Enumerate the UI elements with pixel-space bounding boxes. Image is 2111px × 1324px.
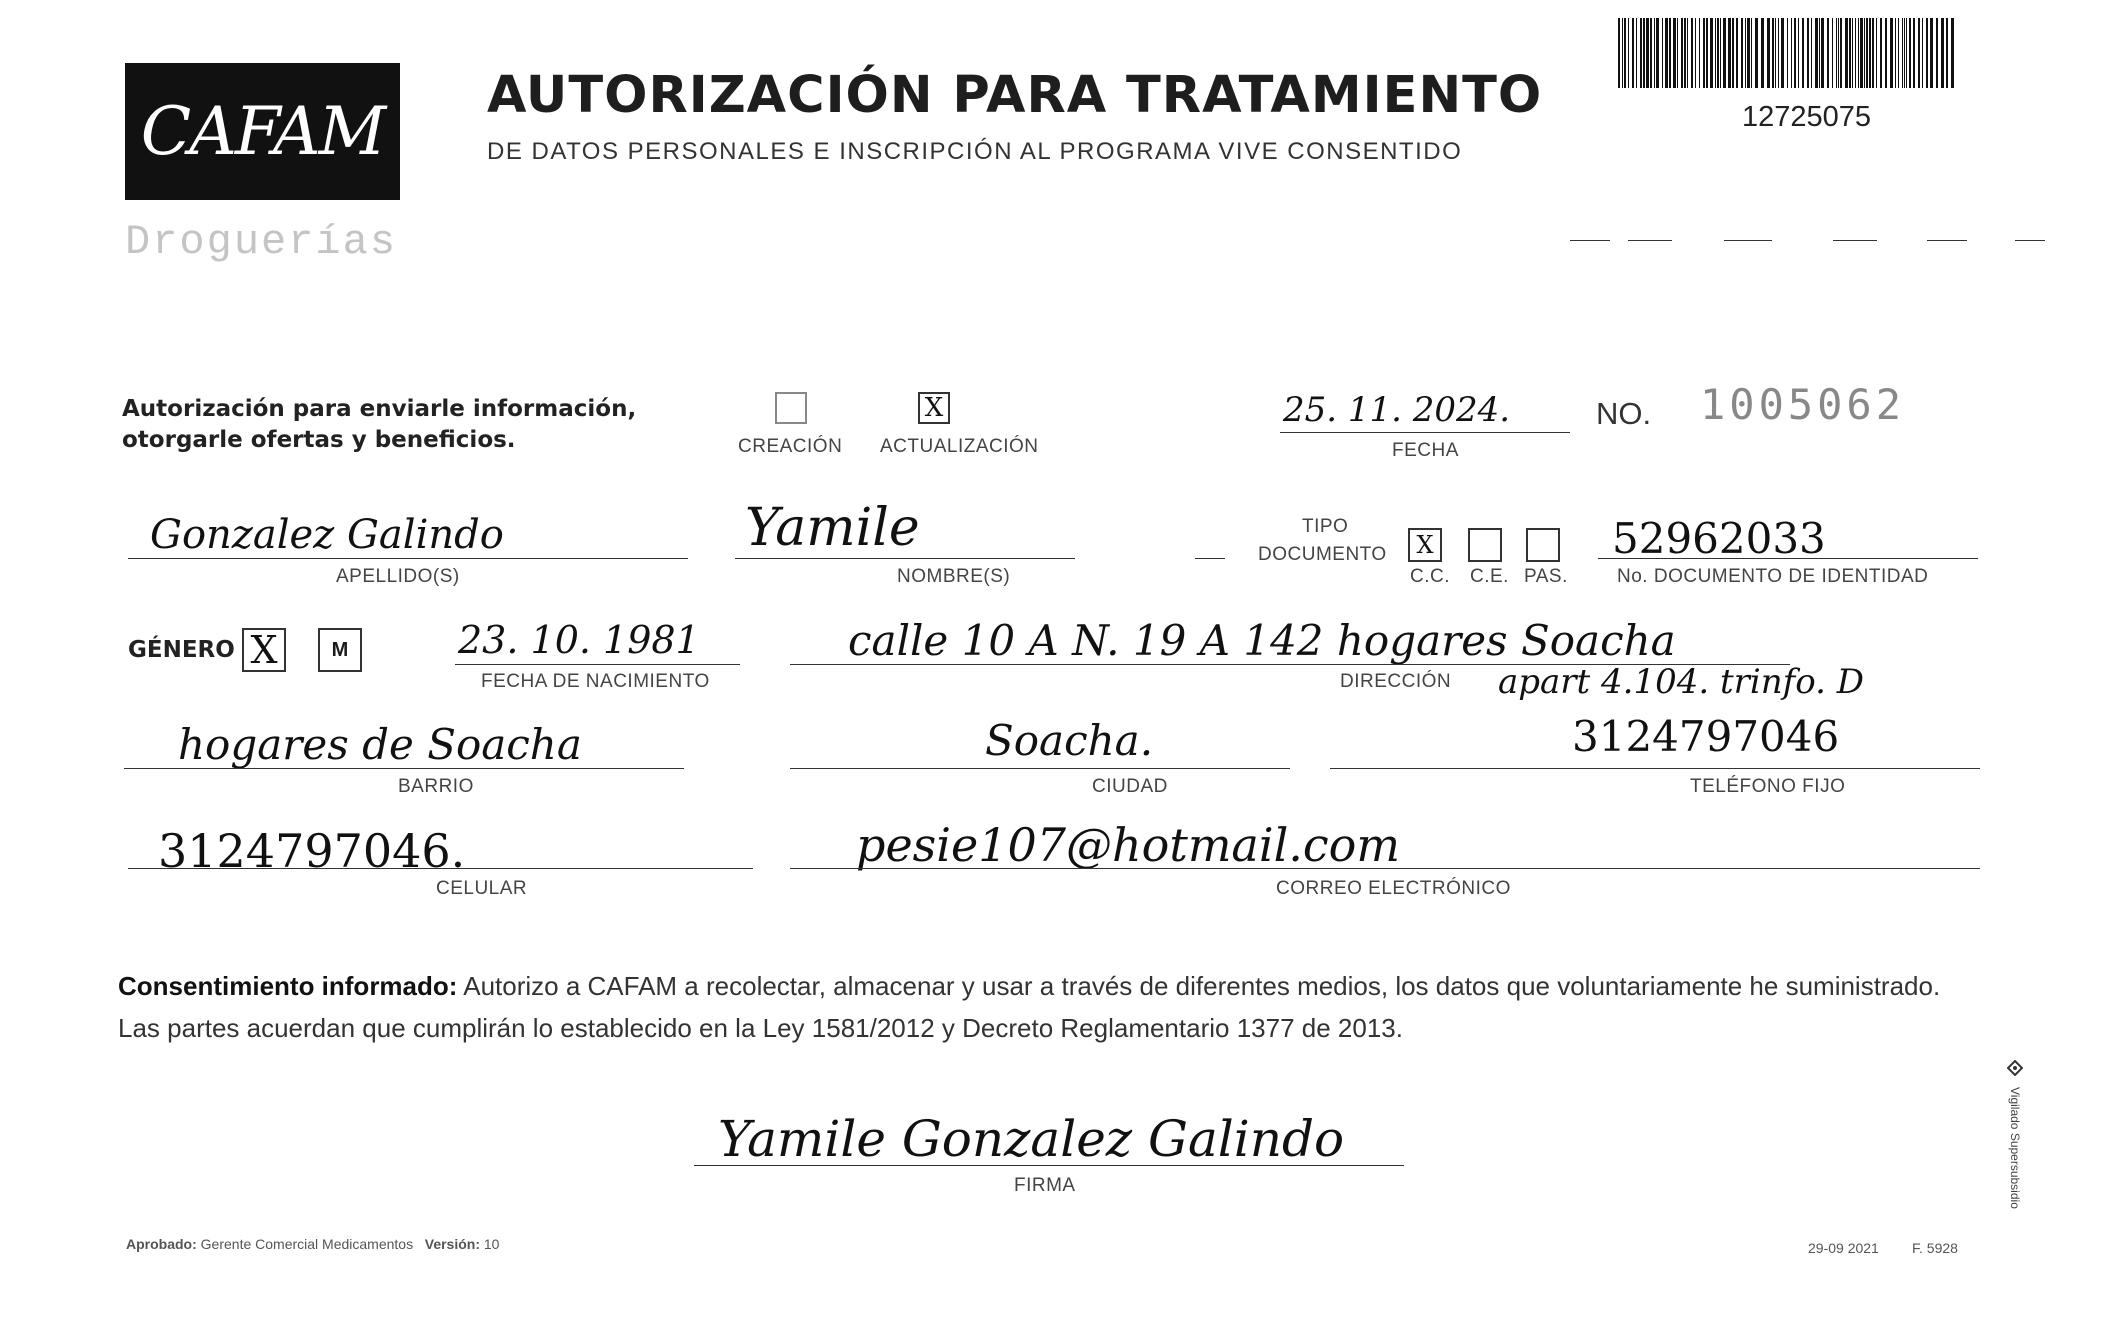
genero-m-label: M [331,638,349,661]
actualizacion-label: ACTUALIZACIÓN [880,436,1039,457]
barcode-bar [1622,18,1623,88]
barcode-bar [1728,18,1731,88]
barcode-bar [1650,18,1652,88]
numero-label: NO. [1596,396,1652,431]
cc-checkbox[interactable] [1408,528,1442,562]
fecha-line [1280,432,1570,433]
correo-value[interactable]: pesie107@hotmail.com [856,818,1400,872]
barcode-bar [1741,18,1743,88]
pas-label: PAS. [1524,566,1568,587]
barcode-bar [1798,18,1799,88]
document-subtitle: DE DATOS PERSONALES E INSCRIPCIÓN AL PROGRAMA VIVE CONSENTIDO [487,138,1463,165]
header-dash [1833,240,1877,241]
barcode-bar [1902,18,1903,88]
barcode-bar [1936,18,1938,88]
header-dash [1927,240,1967,241]
barcode-bar [1684,18,1686,88]
barcode-bar [1918,18,1920,88]
apellidos-label: APELLIDO(S) [336,566,460,587]
documento-label: DOCUMENTO [1258,544,1387,565]
authorization-intro [122,394,636,456]
barcode-bar [1791,18,1792,88]
ciudad-value[interactable]: Soacha. [985,716,1154,765]
barcode-bar [1836,18,1837,88]
barcode-bar [1656,18,1659,88]
side-stamp [2005,1060,2027,1260]
barcode-bar [1869,18,1871,88]
barcode-bar [1677,18,1678,88]
barcode-bar [1643,18,1645,88]
barcode-bar [1646,18,1649,88]
intro-line-2: otorgarle ofertas y beneficios. [122,427,516,453]
genero-m-checkbox[interactable] [318,628,362,672]
signature-value[interactable]: Yamile Gonzalez Galindo [718,1110,1345,1168]
ce-checkbox[interactable] [1468,528,1502,562]
barcode-bar [1827,18,1829,88]
version-label: Versión: [424,1236,480,1252]
form-code: F. 5928 [1912,1240,1958,1256]
cc-mark: X [1416,531,1434,559]
barcode-bar [1941,18,1944,88]
barcode-bar [1720,18,1721,88]
barcode-bar [1772,18,1774,88]
barcode-bar [1951,18,1954,88]
supersubsidio-icon [2007,1060,2023,1076]
nacimiento-label: FECHA DE NACIMIENTO [481,671,710,692]
nombres-label: NOMBRE(S) [897,566,1011,587]
barrio-line [124,768,684,769]
intro-line-1: Autorización para enviarle información, [122,396,637,422]
barcode-bar [1807,18,1809,88]
barcode-bar [1864,18,1865,88]
header-dash [1570,240,1610,241]
barcode-bar [1815,18,1818,88]
barcode-bar [1832,18,1833,88]
barcode-bar [1640,18,1642,88]
approval-footer [126,1236,499,1252]
aprobado-label: Aprobado: [126,1236,197,1252]
barcode-bar [1913,18,1915,88]
ciudad-label: CIUDAD [1092,776,1168,797]
barcode-bar [1885,18,1887,88]
barcode-graphic [1618,18,1956,88]
barcode-bar [1710,18,1713,88]
aprobado-value: Gerente Comercial Medicamentos [200,1236,414,1252]
nacimiento-value[interactable]: 23. 10. 1981 [458,618,700,662]
barcode-bar [1717,18,1719,88]
barcode-bar [1926,18,1928,88]
barcode-bar [1781,18,1784,88]
nombres-line [735,558,1075,559]
barcode-bar [1715,18,1716,88]
genero-f-mark: X [250,628,278,672]
barcode-bar [1840,18,1842,88]
barcode-bar [1946,18,1948,88]
fecha-label: FECHA [1392,440,1459,461]
actualizacion-mark: X [924,393,944,423]
barcode-bar [1723,18,1726,88]
barcode-bar [1819,18,1820,88]
barcode-bar [1794,18,1796,88]
signature-line [694,1165,1404,1166]
apellidos-value[interactable]: Gonzalez Galindo [150,512,504,558]
barcode-bar [1681,18,1683,88]
barcode-bar [1767,18,1770,88]
barcode-bar [1775,18,1776,88]
direccion-label: DIRECCIÓN [1340,671,1452,692]
tipo-label: TIPO [1302,516,1349,537]
telefono-value[interactable]: 3124797046 [1572,712,1840,761]
barcode-bar [1673,18,1676,88]
barcode-bar [1895,18,1896,88]
barcode-bar [1695,18,1696,88]
barcode-bar [1778,18,1779,88]
barcode-bar [1747,18,1750,88]
barcode-bar [1618,18,1620,88]
barcode-bar [1821,18,1824,88]
correo-line [790,868,1980,869]
cc-label: C.C. [1410,566,1450,587]
nacimiento-line [455,664,740,665]
barcode-bar [1662,18,1663,88]
celular-label: CELULAR [436,878,528,899]
direccion-value-2[interactable]: apart 4.104. trinfo. D [1498,662,1864,702]
barcode-number: 12725075 [1742,101,1872,133]
document-title: AUTORIZACIÓN PARA TRATAMIENTO [487,66,1543,125]
consent-text-2: Las partes acuerdan que cumplirán lo establecido en la Ley 1581/2012 y Decreto Reglamentario 1377 de 2013. [118,1013,1403,1043]
genero-label: GÉNERO [128,637,235,663]
barcode-bar [1755,18,1758,88]
barcode-bar [1858,18,1859,88]
barcode-bar [1922,18,1923,88]
header-dash [1724,240,1772,241]
barcode-bar [1787,18,1788,88]
cafam-logo [125,63,400,200]
documento-numero-label: No. DOCUMENTO DE IDENTIDAD [1617,566,1929,587]
creacion-label: CREACIÓN [738,436,843,457]
logo-text: CAFAM [140,93,385,170]
barcode-bar [1732,18,1734,88]
logo-subtitle: Droguerías [125,218,398,266]
genero-f-checkbox[interactable] [242,628,286,672]
barcode-bar [1872,18,1874,88]
barcode-bar [1802,18,1804,88]
documento-line [1598,558,1978,559]
nombres-value[interactable]: Yamile [745,498,920,558]
barcode-bar [1855,18,1856,88]
barcode-bar [1890,18,1893,88]
documento-value[interactable]: 52962033 [1612,514,1826,563]
barcode-bar [1691,18,1693,88]
barcode-bar [1845,18,1848,88]
celular-line [128,868,753,869]
barcode-bar [1852,18,1853,88]
barcode-bar [1838,18,1839,88]
barcode-bar [1736,18,1738,88]
consent-heading: Consentimiento informado: [118,971,458,1001]
date-code: 29-09 2021 [1808,1240,1879,1256]
telefono-label: TELÉFONO FIJO [1690,776,1846,797]
barrio-label: BARRIO [398,776,474,797]
barcode-bar [1811,18,1812,88]
barcode-bar [1665,18,1668,88]
telefono-line [1330,768,1980,769]
barcode-bar [1866,18,1868,88]
barcode-bar [1898,18,1899,88]
barcode-bar [1904,18,1905,88]
barcode-bar [1880,18,1882,88]
ce-label: C.E. [1470,566,1509,587]
barcode-bar [1632,18,1634,88]
tipo-doc-dash [1195,558,1225,559]
side-text: Vigilado Supersubsidio [2008,1087,2022,1209]
direccion-value-1[interactable]: calle 10 A N. 19 A 142 hogares Soacha [848,616,1676,665]
consent-block [118,965,1998,1049]
barcode-bar [1745,18,1746,88]
barcode-bar [1703,18,1705,88]
barcode-bar [1930,18,1933,88]
barcode-bar [1654,18,1655,88]
version-value: 10 [483,1236,500,1252]
correo-label: CORREO ELECTRÓNICO [1276,878,1511,899]
barcode-bar [1909,18,1911,88]
barcode-bar [1628,18,1629,88]
header-dash [1628,240,1672,241]
barcode-bar [1636,18,1637,88]
barrio-value[interactable]: hogares de Soacha [178,720,582,769]
header-dash [2015,240,2045,241]
numero-value: 1005062 [1700,380,1906,429]
consent-line-1 [118,965,1998,1007]
barcode-bar [1849,18,1851,88]
pas-checkbox[interactable] [1526,528,1560,562]
barcode-bar [1860,18,1863,88]
actualizacion-checkbox[interactable] [918,392,950,424]
barcode-bar [1761,18,1764,88]
consent-text-1: Autorizo a CAFAM a recolectar, almacenar y usar a través de diferentes medios, los datos que voluntariamente he suministrado. [463,971,1941,1001]
fecha-value[interactable]: 25. 11. 2024. [1283,390,1511,430]
celular-value[interactable]: 3124797046. [158,824,466,878]
barcode-bar [1906,18,1907,88]
barcode-bar [1706,18,1708,88]
creacion-checkbox[interactable] [775,392,807,424]
barcode-bar [1624,18,1626,88]
barcode-bar [1876,18,1877,88]
barcode-bar [1699,18,1700,88]
barcode-bar [1751,18,1752,88]
signature-label: FIRMA [1014,1175,1076,1196]
barcode-bar [1687,18,1688,88]
barcode-bar [1669,18,1671,88]
apellidos-line [128,558,688,559]
ciudad-line [790,768,1290,769]
